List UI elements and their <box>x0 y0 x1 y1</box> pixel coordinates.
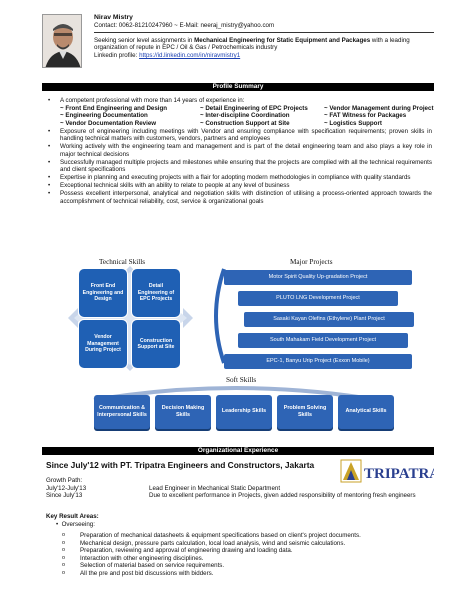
linkedin-line <box>94 52 434 60</box>
soft-skill-analytical: Analytical Skills <box>338 395 394 429</box>
task-item: o Mechanical design, pressure parts calculation, local load analysis, wind and seismic calculations. <box>70 540 434 548</box>
expertise-item: ~ Vendor Documentation Review <box>60 119 157 127</box>
soft-skill-leadership: Leadership Skills <box>216 395 272 429</box>
projects-curve-arrow <box>206 267 226 365</box>
task-item: o Preparation of mechanical datasheets & equipment specifications based on client's project documents. <box>70 532 434 540</box>
summary-bullet: • Exceptional technical skills with an ability to relate to people at any level of business <box>46 182 432 190</box>
summary-intro-text: A competent professional with more than 14 years of experience in: <box>60 97 245 104</box>
objective-bold: Mechanical Engineering for Static Equipment and Packages <box>194 36 371 44</box>
growth-row <box>46 485 434 493</box>
task-item: o Selection of material based on service requirements. <box>70 562 434 570</box>
kra-title: Key Result Areas: <box>46 513 99 520</box>
growth-role: Lead Engineer in Mechanical Static Department <box>149 484 281 492</box>
current-employer-heading: Since July'12 with PT. Tripatra Engineers and Constructors, Jakarta <box>46 460 315 470</box>
project-item: Motor Spirit Quality Up-gradation Project <box>224 270 412 285</box>
soft-skills-title: Soft Skills <box>226 376 257 384</box>
expertise-item: ~ Vendor Management during Project <box>324 104 434 112</box>
major-projects-title: Major Projects <box>290 258 333 266</box>
skill-detail-engineering: Detail Engineering of EPC Projects <box>131 268 181 318</box>
linkedin-link[interactable]: https://id.linkedin.com/in/niravmistry1 <box>139 51 241 59</box>
profile-summary-heading: Profile Summary <box>42 83 434 91</box>
technical-skills-diagram <box>68 266 193 391</box>
task-item: o Preparation, reviewing and approval of engineering drawing and loading data. <box>70 547 434 555</box>
expertise-item: ~ Engineering Documentation <box>60 112 148 120</box>
growth-path <box>46 477 434 500</box>
growth-period: Since July'13 <box>46 492 83 500</box>
summary-intro <box>46 97 432 127</box>
expertise-item: ~ Logistics Support <box>324 119 382 127</box>
project-item: EPC-1, Banyu Urip Project (Exxon Mobile) <box>224 354 412 369</box>
contact-line: Contact: 0062-81210247960 ~ E-Mail: neeraj_mistry@yahoo.com <box>94 22 434 33</box>
org-experience-heading: Organizational Experience <box>42 447 434 455</box>
summary-bullet: • Expertise in planning and executing projects with a flair for adopting modern methodologies in compliance with quality standards <box>46 174 432 182</box>
objective-text-end: with a leading organization of repute in EPC / Oil & Gas / Petrochemicals industry <box>94 36 410 52</box>
expertise-item: ~ Inter-discipline Coordination <box>200 112 290 120</box>
overseeing-text: Overseeing: <box>61 520 95 528</box>
skill-construction-support: Construction Support at Site <box>131 319 181 369</box>
soft-skill-communication: Communication & Interpersonal Skills <box>94 395 150 429</box>
task-item: o Interaction with other engineering disciplines. <box>70 555 434 563</box>
summary-bullet: • Working actively with the engineering team and management and is part of the detail engineering team and also plays a key role in major technical decisions <box>46 143 432 158</box>
profile-photo <box>42 14 82 68</box>
expertise-item: ~ Front End Engineering and Design <box>60 104 168 112</box>
expertise-item: ~ Construction Support at Site <box>200 119 290 127</box>
task-item: o All the pre and post bid discussions with bidders. <box>70 570 434 578</box>
summary-bullet: • Successfully managed multiple projects and milestones while ensuring that the projects are complied with all the technical requirements and client specifications <box>46 159 432 174</box>
project-item: PLUTO LNG Development Project <box>238 291 398 306</box>
profile-summary <box>46 97 432 206</box>
candidate-name: Nirav Mistry <box>94 14 133 21</box>
summary-bullet: • Exposure of engineering including meetings with Vendor and ensuring compliance with specification requirements; proven skills in handling technical matters with customers, vendors, partners and employees <box>46 128 432 143</box>
project-item: Sasaki Kayan Olefins (Ethylene) Plant Project <box>244 312 414 327</box>
summary-bullet: • Possess excellent interpersonal, analytical and negotiation skills with distinction of utilising a process-oriented approach towards the accomplishment of technical reliability, cost, service & organizational goals <box>46 190 432 205</box>
task-list <box>46 532 434 577</box>
project-item: South Mahakam Field Development Project <box>238 333 408 348</box>
soft-skill-decision-making: Decision Making Skills <box>155 395 211 429</box>
overseeing-label: • Overseeing: <box>56 520 95 528</box>
expertise-grid <box>60 105 432 128</box>
logo-wordmark: TRIPATRA <box>364 466 434 482</box>
technical-skills-title: Technical Skills <box>99 258 146 266</box>
growth-period: July'12-July'13 <box>46 484 87 492</box>
linkedin-label: Linkedin profile: <box>94 51 140 59</box>
soft-skill-problem-solving: Problem Solving Skills <box>277 395 333 429</box>
skill-vendor-management: Vendor Management During Project <box>78 319 128 369</box>
expertise-item: ~ FAT Witness for Packages <box>324 112 407 120</box>
key-result-areas <box>46 513 434 578</box>
growth-role: Due to excellent performance in Projects, given added responsibility of mentoring fresh engineers <box>149 492 416 500</box>
expertise-item: ~ Detail Engineering of EPC Projects <box>200 104 308 112</box>
career-objective <box>94 37 434 52</box>
growth-label: Growth Path: <box>46 477 83 484</box>
objective-text: Seeking senior level assignments in <box>94 36 195 44</box>
growth-row <box>46 492 434 500</box>
skill-front-end-engineering: Front End Engineering and Design <box>78 268 128 318</box>
